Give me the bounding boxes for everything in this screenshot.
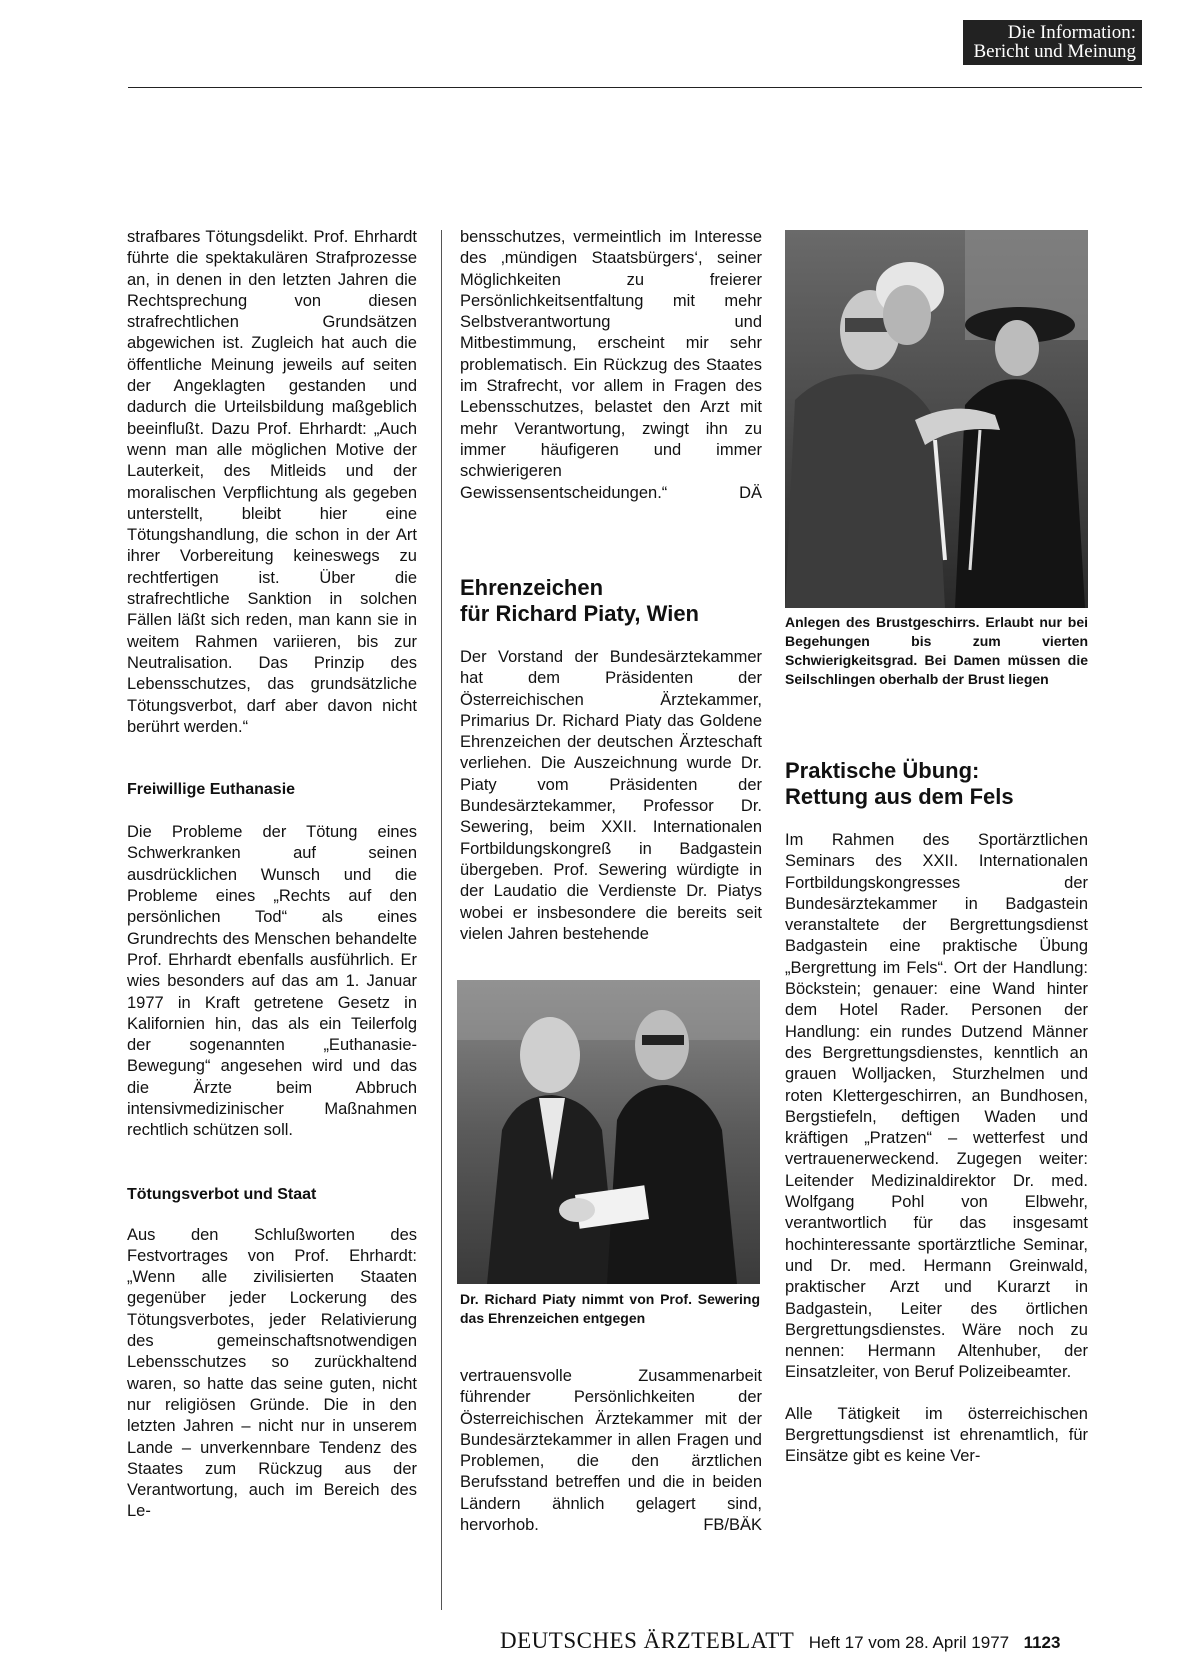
headline-line1: Praktische Übung: — [785, 758, 980, 783]
photo-caption-harness: Anlegen des Brustgeschirrs. Erlaubt nur bei Begehungen bis zum vierten Schwierigkeitsgrad. Bei Damen müssen die Seilschlingen oberhalb der Brust liegen — [785, 614, 1088, 687]
footer — [500, 1628, 1060, 1654]
article-piaty-continued — [460, 1366, 762, 1536]
article-rescue-headline — [785, 758, 1088, 810]
issue-info: Heft 17 vom 28. April 1977 — [808, 1633, 1010, 1652]
article-piaty-headline — [460, 575, 762, 627]
headline-line2: für Richard Piaty, Wien — [460, 601, 699, 626]
body-paragraph: strafbares Tötungsdelikt. Prof. Ehrhardt führte die spektakulären Strafprozesse an, in denen in den letzten Jahren die Rechtsprechung von diesen strafrechtlichen Grundsätzen abgewichen ist. Zugleich hat auch die öffentliche Meinung jeweils auf seiten der Angeklagten gestanden und dadurch die Urteilsbildung maßgeblich beeinflußt. Dazu Prof. Ehrhardt: „Auch wenn man alle möglichen Motive der Lauterkeit, des Mitleids und der moralischen Verpflichtung als gegeben unterstellt, bleibt hier eine Tötungshandlung, die schon in der Art ihrer Vorbereitung keineswegs zu rechtfertigen ist. Über die strafrechtliche Sanktion in solchen Fällen läßt sich reden, man kann sie in weitem Rahmen variieren, bis zur Neutralisation. Das Prinzip des Lebensschutzes, das grundsätzliche Tötungsverbot, darf aber davon nicht berührt werden.“ — [127, 228, 417, 736]
body-paragraph: Im Rahmen des Sportärztlichen Seminars des XXII. Internationalen Fortbildungskongresses der Bundesärztekammer in Badgastein veranstaltete der Bergrettungsdienst Badgastein eine praktische Übung „Bergrettung im Fels“. Ort der Handlung: Böckstein; genauer: eine Wand hinter dem Hotel Rader. Personen der Handlung: ein rundes Dutzend Männer des Bergrettungsdienstes, kenntlich an grauen Wolljacken, Sturzhelmen und roten Klettergeschirren, an Bundhosen, Bergstiefeln, deftigen Waden und kräftigen „Pratzen“ – wetterfest und vertrauenerweckend. Zugegen weiter: Leitender Medizinaldirektor Dr. med. Wolfgang Pohl von Elbwehr, verantwortlich für das insgesamt hochinteressante sportärztliche Seminar, und Dr. med. Hermann Greinwald, praktischer Arzt und Kurarzt in Badgastein, Leiter des örtlichen Bergrettungsdienstes. Wäre noch zu nennen: Hermann Altenhuber, der Einsatzleiter, von Beruf Polizeibeamter. — [785, 831, 1088, 1382]
column-divider — [441, 230, 442, 1610]
subheading-killing-ban: Tötungsverbot und Staat — [127, 1185, 317, 1203]
column-2 — [460, 227, 762, 504]
article-rescue-body — [785, 830, 1088, 1468]
headline-line1: Ehrenzeichen — [460, 575, 604, 600]
body-paragraph: Der Vorstand der Bundesärztekammer hat dem Präsidenten der Österreichischen Ärztekammer, Primarius Dr. Richard Piaty das Goldene Ehrenzeichen der deutschen Ärzteschaft verliehen. Die Auszeichnung wurde Dr. Piaty vom Präsidenten der Bundesärztekammer, Professor Dr. Sewering, beim XXII. Internationalen Fortbildungskongreß in Badgastein übergeben. Prof. Sewering würdigte in der Laudatio die Verdienste Dr. Piatys wobei er insbesondere die bereits seit vielen Jahren bestehende — [460, 648, 762, 943]
body-paragraph: Alle Tätigkeit im österreichischen Bergrettungsdienst ist ehrenamtlich, für Einsätze gibt es keine Ver- — [785, 1404, 1088, 1466]
magazine-title: DEUTSCHES ÄRZTEBLATT — [500, 1628, 795, 1653]
body-paragraph: Aus den Schlußworten des Festvortrages von Prof. Ehrhardt: „Wenn alle zivilisierten Staaten gegenüber jeder Lockerung des Tötungsverbotes, jeder Relativierung des gemeinschaftsnotwendigen Lebensschutzes so zurückhaltend waren, so hatte das seine guten, nicht nur religiösen Gründe. Die in den letzten Jahren – nicht nur in unserem Lande – unverkennbare Tendenz des Staates zum Rückzug aus der Verantwortung, auch im Bereich des Le- — [127, 1225, 417, 1521]
article-piaty-body — [460, 647, 762, 945]
body-text: vertrauensvolle Zusammenarbeit führender Persönlichkeiten der Österreichischen Ärztekammer mit der Bundesärztekammer in allen Fragen und Problemen, die den ärztlichen Berufsstand betreffen und die in beiden Ländern ähnlich gelagert sind, hervorhob. — [460, 1367, 762, 1535]
subheading-euthanasia: Freiwillige Euthanasie — [127, 781, 296, 799]
body-paragraph — [460, 1366, 762, 1536]
body-paragraph: Die Probleme der Tötung eines Schwerkranken auf seinen ausdrücklichen Wunsch und die Probleme eines „Rechts auf den persönlichen Tod“ als eines Grundrechts des Menschen behandelte Prof. Ehrhardt ebenfalls ausführlich. Er wies besonders auf das am 1. Januar 1977 in Kraft getretene Gesetz in Kalifornien hin, das als ein Teilerfolg der sogenannten „Euthanasie-Bewegung“ angesehen wird und das die Ärzte beim Abbruch intensivmedizinischer Maßnahmen rechtlich schützen soll. — [127, 823, 417, 1140]
column-1 — [127, 227, 417, 1523]
headline-line2: Rettung aus dem Fels — [785, 784, 1014, 809]
photo-rescue-harness-image — [785, 230, 1088, 608]
author-signature: DÄ — [739, 483, 762, 502]
photo-award-ceremony-image — [457, 980, 760, 1284]
body-paragraph — [460, 227, 762, 504]
photo-caption-award: Dr. Richard Piaty nimmt von Prof. Sewering das Ehrenzeichen entgegen — [460, 1291, 760, 1326]
body-text: bensschutzes, vermeintlich im Interesse des ‚mündigen Staatsbürgers‘, seiner Möglichkeiten zu freierer Persönlichkeitsentfaltung mit mehr Selbstverantwortung und Mitbestimmung, erscheint mir sehr problematisch. Ein Rückzug des Staates im Strafrecht, vor allem in Fragen des Lebensschutzes, belastet den Arzt mit mehr Verantwortung, zwingt ihn zu immer häufigeren und immer schwierigeren Gewissensentscheidungen.“ — [460, 228, 762, 502]
section-label-line2: Bericht und Meinung — [973, 41, 1136, 62]
photo-award-ceremony — [457, 980, 760, 1284]
author-signature: FB/BÄK — [703, 1516, 762, 1535]
section-label-line1: Die Information: — [1007, 22, 1136, 43]
photo-rescue-harness — [785, 230, 1088, 608]
page-number: 1123 — [1023, 1633, 1061, 1652]
header-rule — [128, 87, 1142, 88]
section-label — [963, 20, 1142, 65]
